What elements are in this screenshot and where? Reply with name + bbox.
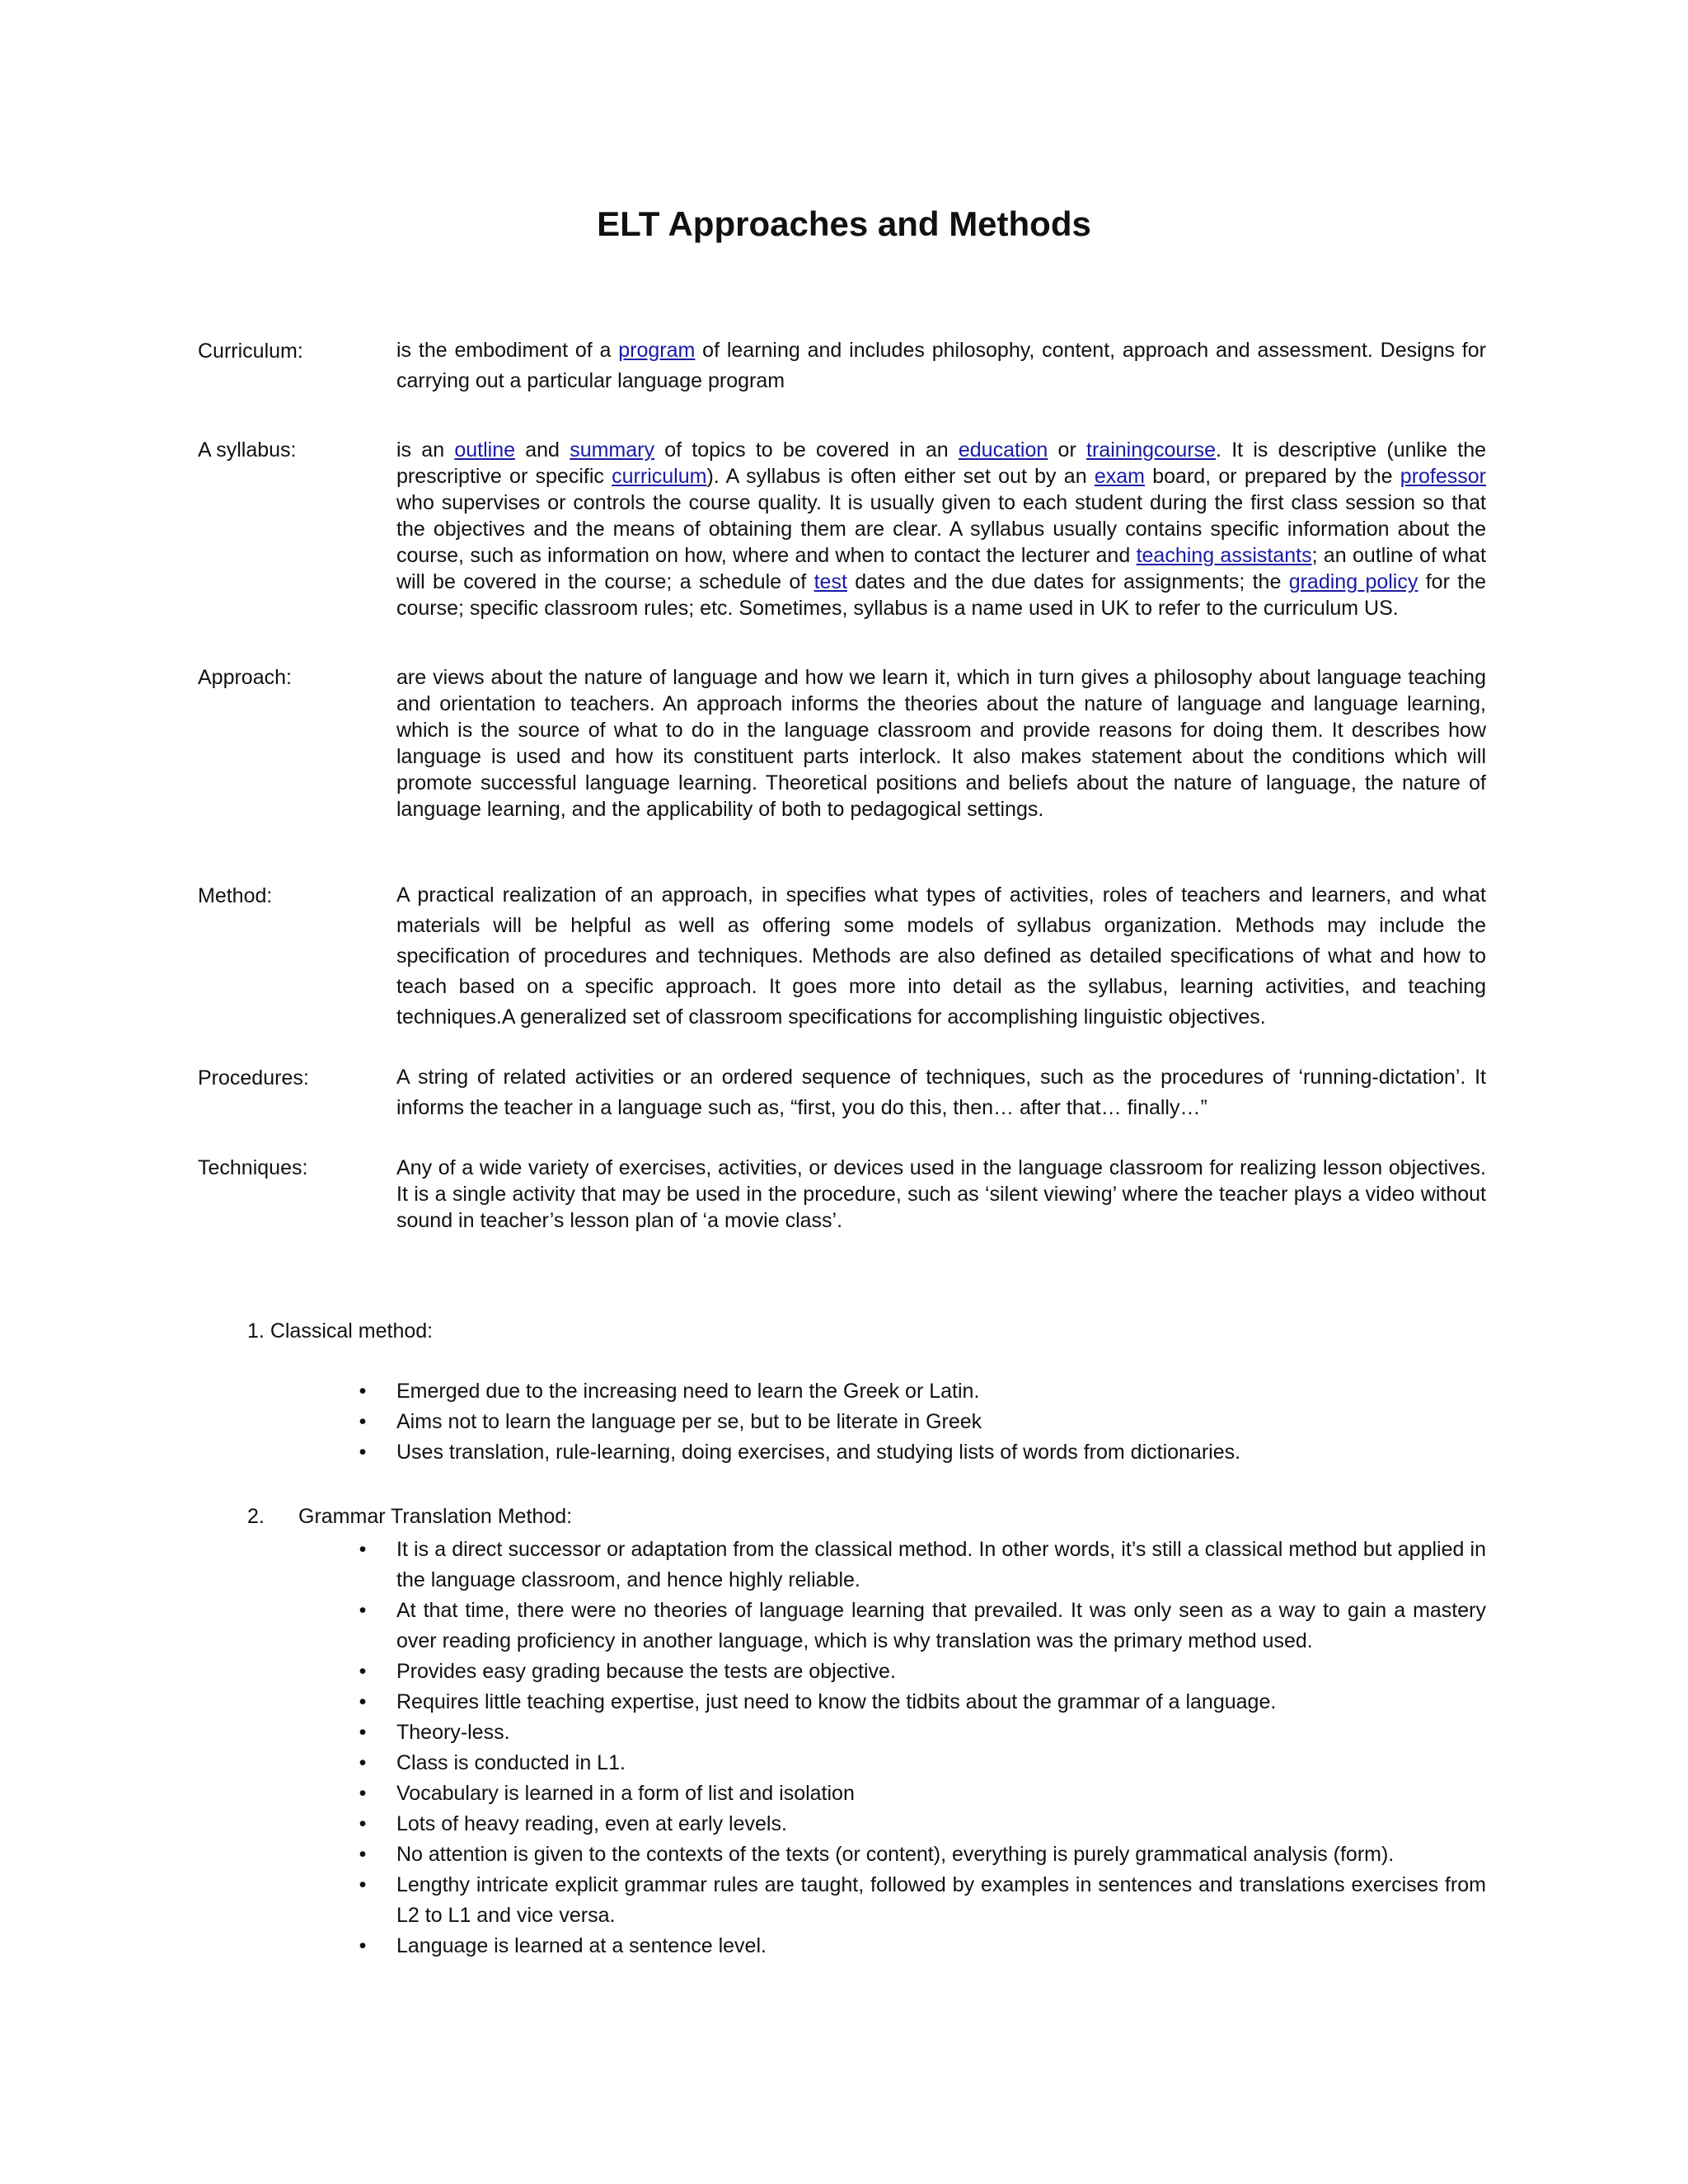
link-curriculum[interactable]: curriculum xyxy=(612,465,707,488)
definition-text: board, or prepared by the xyxy=(1145,465,1400,488)
section-title: Classical method: xyxy=(270,1319,434,1343)
list-item xyxy=(354,1840,1486,1870)
term-curriculum: Curriculum: xyxy=(198,340,303,363)
list-item-text: Requires little teaching expertise, just need to know the tidbits about the grammar of a language. xyxy=(396,1690,1277,1713)
list-item xyxy=(354,1748,1486,1779)
list-item xyxy=(354,1718,1486,1748)
bullet-icon: • xyxy=(359,1782,367,1805)
definition-text: for the course; specific classroom rules; etc. Sometimes, syllabus is a name used in UK to refer to the curriculum US. xyxy=(396,570,1486,620)
definition-approach: are views about the nature of language and how we learn it, which in turn gives a philosophy about language teaching and orientation to teachers. An approach informs the theories about the nature of language and language learning, which is the source of what to do in the language classroom and provide reasons for doing them. It describes how language is used and how its constituent parts interlock. It also makes statement about the conditions which will promote successful language learning. Theoretical positions and beliefs about the nature of language, the nature of language learning, and the applicability of both to pedagogical settings. xyxy=(396,666,1486,821)
bullet-icon: • xyxy=(359,1660,367,1683)
link-professor[interactable]: professor xyxy=(1400,465,1487,488)
bullet-icon: • xyxy=(359,1934,367,1957)
bullet-list-classical xyxy=(354,1376,1486,1468)
list-item-text: Vocabulary is learned in a form of list and isolation xyxy=(396,1782,855,1805)
section-heading-classical xyxy=(247,1317,433,1345)
definition-procedures: A string of related activities or an ordered sequence of techniques, such as the procedures of ‘running-dictation’. It informs the teacher in a language such as, “first, you do this, then… after that… finally…” xyxy=(396,1066,1486,1119)
link-education[interactable]: education xyxy=(958,438,1048,462)
definition-text: who supervises or controls the course quality. It is usually given to each student during the first class session so that the objectives and the means of obtaining them are clear. A syllabus usually contains specific information about the course, such as information on how, where and when to contact the lecturer and xyxy=(396,491,1486,567)
link-summary[interactable]: summary xyxy=(570,438,654,462)
bullet-icon: • xyxy=(359,1843,367,1866)
definition-text: dates and the due dates for assignments; the xyxy=(846,570,1289,593)
list-item xyxy=(354,1376,1486,1407)
bullet-icon: • xyxy=(359,1380,367,1403)
list-item-text: Theory-less. xyxy=(396,1721,510,1744)
link-exam[interactable]: exam xyxy=(1094,465,1145,488)
list-item xyxy=(354,1931,1486,1961)
definition-text: and xyxy=(515,438,570,462)
section-title: Grammar Translation Method: xyxy=(298,1505,573,1528)
term-syllabus: A syllabus: xyxy=(198,438,297,462)
bullet-list-grammar-translation xyxy=(354,1535,1486,1961)
definition-text: ; an outline of what will be covered in the course; a schedule of xyxy=(396,544,1486,593)
bullet-icon: • xyxy=(359,1441,367,1464)
list-item-text: Class is conducted in L1. xyxy=(396,1751,626,1774)
list-item-text: Emerged due to the increasing need to learn the Greek or Latin. xyxy=(396,1380,980,1403)
link-program[interactable]: program xyxy=(618,339,696,362)
bullet-icon: • xyxy=(359,1812,367,1835)
link-teaching-assistants[interactable]: teaching assistants xyxy=(1136,544,1312,567)
list-item xyxy=(354,1596,1486,1657)
list-item xyxy=(354,1809,1486,1840)
list-item-text: Lots of heavy reading, even at early levels. xyxy=(396,1812,787,1835)
bullet-icon: • xyxy=(359,1690,367,1713)
definition-text: of topics to be covered in an xyxy=(654,438,959,462)
definition-text: is the embodiment of a xyxy=(396,339,619,362)
definition-syllabus xyxy=(396,437,1486,621)
definition-method: A practical realization of an approach, in specifies what types of activities, roles of teachers and learners, and what materials will be helpful as well as offering some models of syllabus organization. Methods may include the specification of procedures and techniques. Methods are also defined as detailed specifications of what and how to teach based on a specific approach. It goes more into detail as the syllabus, learning activities, and teaching techniques.A generalized set of classroom specifications for accomplishing linguistic objectives. xyxy=(396,883,1486,1029)
link-test[interactable]: test xyxy=(814,570,847,593)
list-item-text: Uses translation, rule-learning, doing exercises, and studying lists of words from dictionaries. xyxy=(396,1441,1241,1464)
definition-text: of learning and includes philosophy, content, approach and assessment. Designs for carrying out a particular language program xyxy=(396,339,1486,392)
list-item-text: Aims not to learn the language per se, but to be literate in Greek xyxy=(396,1410,982,1433)
bullet-icon: • xyxy=(359,1599,367,1622)
bullet-icon: • xyxy=(359,1873,367,1896)
list-item xyxy=(354,1657,1486,1687)
definition-text: or xyxy=(1048,438,1087,462)
bullet-icon: • xyxy=(359,1538,367,1561)
term-method: Method: xyxy=(198,884,273,907)
list-item xyxy=(354,1407,1486,1437)
link-grading-policy[interactable]: grading policy xyxy=(1288,570,1418,593)
list-item xyxy=(354,1437,1486,1468)
definition-text: . It is descriptive (unlike the prescriptive or specific xyxy=(396,438,1486,488)
list-item-text: At that time, there were no theories of language learning that prevailed. It was only seen as a way to gain a mastery over reading proficiency in another language, which is why translation was the primary method used. xyxy=(396,1599,1486,1652)
list-item xyxy=(354,1687,1486,1718)
definition-techniques: Any of a wide variety of exercises, activities, or devices used in the language classroom for realizing lesson objectives. It is a single activity that may be used in the procedure, such as ‘silent viewing’ where the teacher plays a video without sound in teacher’s lesson plan of ‘a movie class’. xyxy=(396,1156,1486,1232)
list-item xyxy=(354,1870,1486,1931)
section-number: 2. xyxy=(247,1505,265,1528)
definition-text: is an xyxy=(396,438,455,462)
bullet-icon: • xyxy=(359,1721,367,1744)
term-approach: Approach: xyxy=(198,666,292,689)
list-item-text: It is a direct successor or adaptation from the classical method. In other words, it’s still a classical method but applied in the language classroom, and hence highly reliable. xyxy=(396,1538,1486,1591)
list-item-text: No attention is given to the contexts of the texts (or content), everything is purely grammatical analysis (form). xyxy=(396,1843,1395,1866)
link-trainingcourse[interactable]: trainingcourse xyxy=(1086,438,1217,462)
list-item xyxy=(354,1779,1486,1809)
bullet-icon: • xyxy=(359,1751,367,1774)
list-item xyxy=(354,1535,1486,1596)
definition-curriculum xyxy=(396,335,1486,396)
term-procedures: Procedures: xyxy=(198,1066,309,1090)
list-item-text: Provides easy grading because the tests are objective. xyxy=(396,1660,896,1683)
section-heading-grammar-translation xyxy=(247,1502,572,1530)
bullet-icon: • xyxy=(359,1410,367,1433)
page-title: ELT Approaches and Methods xyxy=(597,204,1091,243)
list-item-text: Language is learned at a sentence level. xyxy=(396,1934,767,1957)
section-number: 1. xyxy=(247,1319,265,1343)
link-outline[interactable]: outline xyxy=(454,438,515,462)
definition-text: ). A syllabus is often either set out by an xyxy=(706,465,1095,488)
term-techniques: Techniques: xyxy=(198,1156,308,1179)
list-item-text: Lengthy intricate explicit grammar rules are taught, followed by examples in sentences and translations exercises from L2 to L1 and vice versa. xyxy=(396,1873,1486,1927)
